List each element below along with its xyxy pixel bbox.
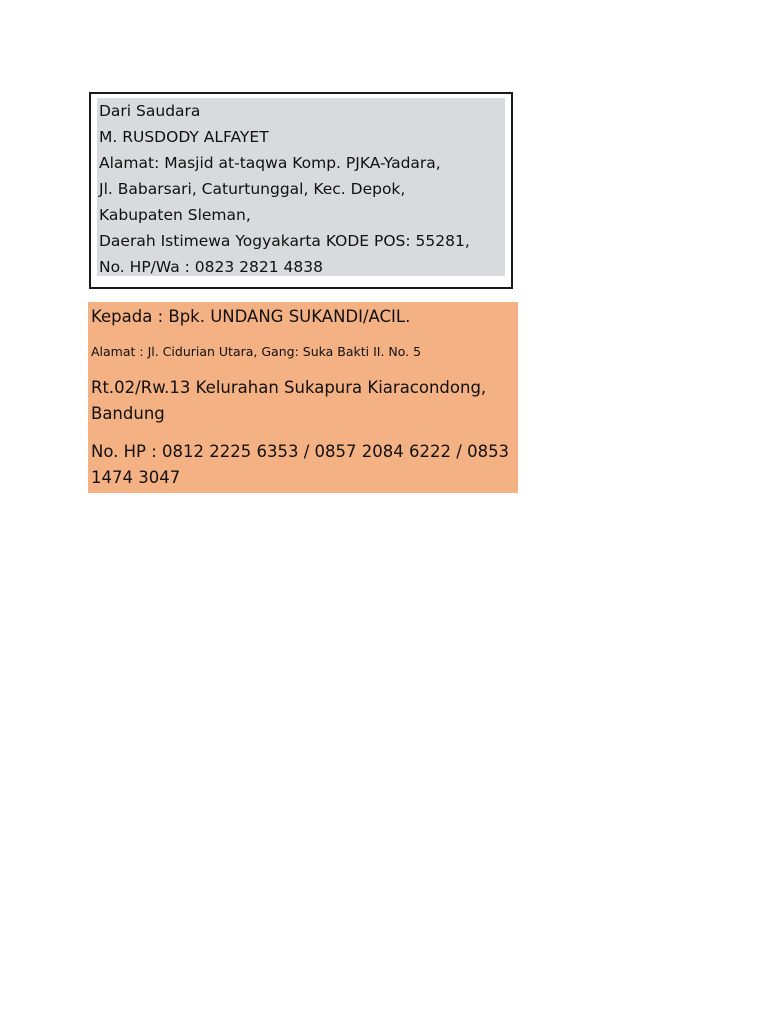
sender-address-box [89,92,513,289]
recipient-street: Alamat : Jl. Cidurian Utara, Gang: Suka Bakti II. No. 5 [91,344,422,359]
sender-address-lines [99,98,509,280]
recipient-phone-line-1: No. HP : 0812 2225 6353 / 0857 2084 6222 / 0853 [91,442,510,461]
recipient-name: Kepada : Bpk. UNDANG SUKANDI/ACIL. [91,307,411,326]
recipient-rt-rw-line-2: Bandung [91,404,165,423]
sender-phone: No. HP/Wa : 0823 2821 4838 [99,258,323,276]
sender-heading: Dari Saudara [99,102,201,120]
recipient-address-box [88,302,518,493]
sender-address-line-3: Kabupaten Sleman, [99,206,251,224]
sender-address-line-4: Daerah Istimewa Yogyakarta KODE POS: 55281, [99,232,470,250]
recipient-rt-rw-line-1: Rt.02/Rw.13 Kelurahan Sukapura Kiaracondong, [91,378,487,397]
sender-address-line-2: Jl. Babarsari, Caturtunggal, Kec. Depok, [99,180,406,198]
recipient-phone-line-2: 1474 3047 [91,468,181,487]
sender-name: M. RUSDODY ALFAYET [99,128,269,146]
sender-address-line-1: Alamat: Masjid at-taqwa Komp. PJKA-Yadara, [99,154,441,172]
